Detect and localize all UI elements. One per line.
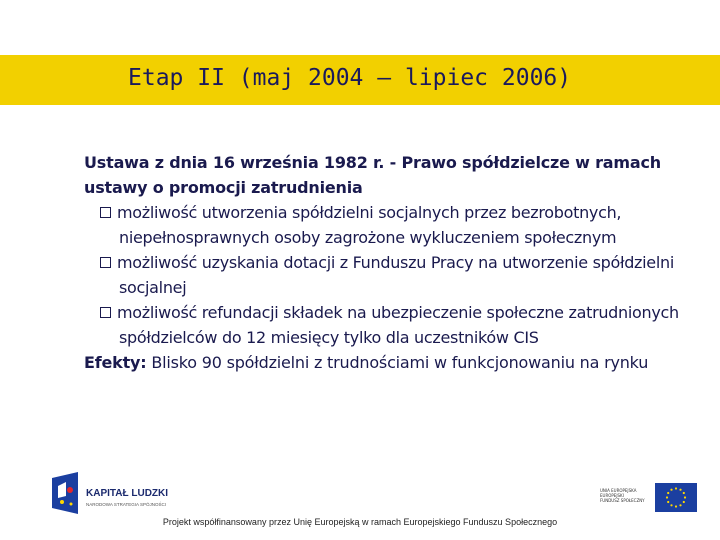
footer-text: Projekt współfinansowany przez Unię Europejską w ramach Europejskiego Funduszu Społecznego (162, 517, 558, 527)
effects-line (84, 350, 684, 375)
checkbox-bullet-icon (100, 257, 111, 268)
logo-title: KAPITAŁ LUDZKI (86, 488, 169, 499)
bullet-item (84, 300, 684, 350)
eu-star (670, 504, 672, 506)
kapital-ludzki-logo-icon (52, 472, 212, 517)
eu-star (667, 501, 669, 503)
bullet-text: możliwość refundacji składek na ubezpieczenie społeczne zatrudnionych spółdzielców do 12 miesięcy tylko dla uczestników CIS (117, 303, 679, 347)
bullet-text: możliwość uzyskania dotacji z Funduszu Pracy na utworzenie spółdzielni socjalnej (117, 253, 674, 297)
eu-star (679, 489, 681, 491)
eu-logo-line: EUROPEJSKI (600, 493, 624, 498)
eu-star (683, 501, 685, 503)
eu-star (684, 496, 686, 498)
slide-title: Etap II (maj 2004 – lipiec 2006) (128, 65, 572, 91)
effects-label: Efekty: (84, 353, 147, 372)
bullet-item (84, 200, 684, 250)
logo-subtitle: NARODOWA STRATEGIA SPÓJNOŚCI (86, 502, 167, 507)
eu-star (670, 489, 672, 491)
eu-star (675, 487, 677, 489)
checkbox-bullet-icon (100, 307, 111, 318)
bullet-text: możliwość utworzenia spółdzielni socjalnych przez bezrobotnych, niepełnosprawnych osoby zagrożone wykluczeniem społecznym (117, 203, 622, 247)
eu-flag-icon (655, 483, 697, 512)
eu-star (675, 505, 677, 507)
eu-star (683, 492, 685, 494)
effects-text: Blisko 90 spółdzielni z trudnościami w funkcjonowaniu na rynku (151, 353, 649, 372)
eu-star (679, 504, 681, 506)
slide-content (84, 150, 684, 375)
eu-star (666, 496, 668, 498)
law-heading: Ustawa z dnia 16 września 1982 r. - Prawo spółdzielcze w ramach ustawy o promocji zatrudnienia (84, 153, 661, 197)
eu-star (667, 492, 669, 494)
eu-logo-line: FUNDUSZ SPOŁECZNY (600, 498, 645, 503)
eu-logo-text (600, 488, 650, 503)
checkbox-bullet-icon (100, 207, 111, 218)
eu-logo-line: UNIA EUROPEJSKA (600, 488, 637, 493)
bullet-item (84, 250, 684, 300)
kapital-ludzki-logo (52, 472, 212, 517)
